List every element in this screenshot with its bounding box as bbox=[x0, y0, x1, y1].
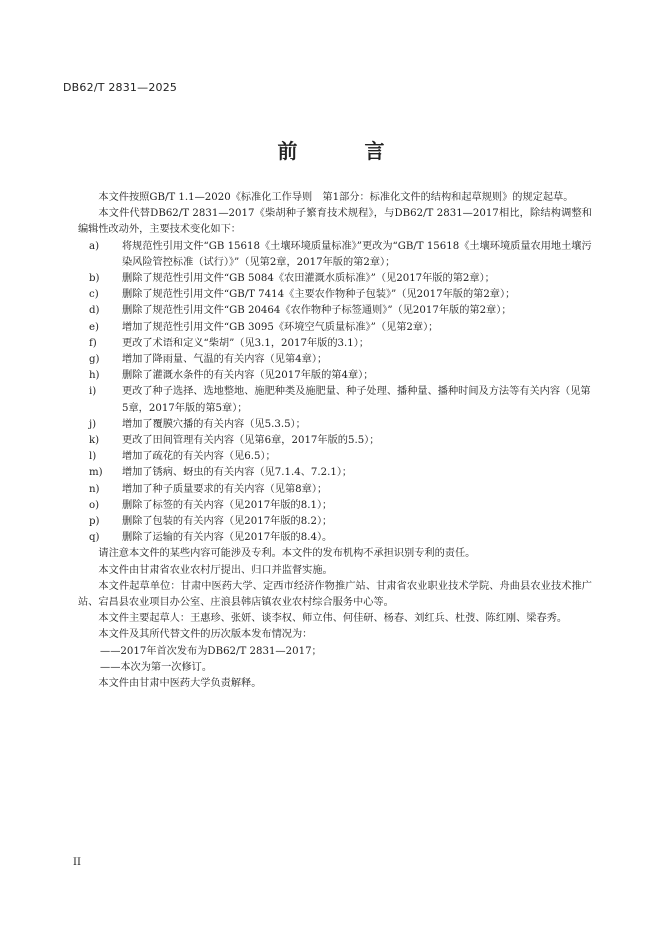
change-item-marker: j) bbox=[89, 418, 97, 430]
change-item-text: 增加了锈病、蚜虫的有关内容（见7.1.4、7.2.1）； bbox=[122, 467, 353, 479]
change-item-marker: f) bbox=[89, 337, 97, 349]
change-item bbox=[78, 417, 592, 433]
change-item-marker: d) bbox=[89, 305, 100, 317]
change-item-marker: k) bbox=[89, 435, 100, 447]
standard-code: DB62/T 2831—2025 bbox=[63, 81, 178, 94]
change-item bbox=[78, 449, 592, 465]
change-item bbox=[78, 482, 592, 498]
change-item bbox=[78, 303, 592, 319]
proposed-by: 本文件由甘肃省农业农村厅提出、归口并监督实施。 bbox=[98, 564, 333, 576]
change-item bbox=[78, 465, 592, 481]
patent-notice: 请注意本文件的某些内容可能涉及专利。本文件的发布机构不承担识别专利的责任。 bbox=[98, 548, 476, 560]
change-item-marker: b) bbox=[89, 273, 100, 285]
history-item: ——2017年首次发布为DB62/T 2831—2017； bbox=[100, 645, 322, 657]
change-item bbox=[78, 368, 592, 384]
change-item-marker: e) bbox=[89, 321, 100, 333]
change-item-text: 删除了标签的有关内容（见2017年版的8.1）； bbox=[122, 499, 333, 511]
change-item-text: 更改了术语和定义“柴胡”（见3.1，2017年版的3.1）； bbox=[122, 337, 370, 349]
change-item-marker: g) bbox=[89, 354, 100, 366]
changes-list bbox=[78, 239, 592, 547]
change-item-text: 增加了种子质量要求的有关内容（见第8章）； bbox=[122, 483, 328, 495]
change-item bbox=[78, 384, 592, 416]
change-item-marker: m) bbox=[89, 467, 103, 479]
foreword-body bbox=[78, 190, 592, 692]
change-item bbox=[78, 433, 592, 449]
drafting-rule-paragraph: 本文件按照GB/T 1.1—2020《标准化工作导则 第1部分：标准化文件的结构和起草规则》的规定起草。 bbox=[98, 192, 574, 203]
change-item bbox=[78, 514, 592, 530]
change-item-marker: i) bbox=[89, 386, 97, 398]
change-item-marker: a) bbox=[89, 240, 100, 252]
change-item-marker: n) bbox=[89, 483, 100, 495]
change-item-text: 增加了覆膜穴播的有关内容（见5.3.5）； bbox=[122, 418, 306, 430]
change-item-text: 删除了规范性引用文件“GB/T 7414《主要农作物种子包装》”（见2017年版的第2章）； bbox=[122, 289, 516, 301]
change-item-marker: q) bbox=[89, 532, 100, 544]
change-item-text: 将规范性引用文件“GB 15618《土壤环境质量标准》”更改为“GB/T 15618《土壤环境质量农用地土壤污染风险管控标准（试行）》”（见第2章，2017年版的第2章）； bbox=[122, 240, 592, 268]
change-item bbox=[78, 287, 592, 303]
change-item-text: 增加了疏花的有关内容（见6.5）； bbox=[122, 451, 276, 463]
page-title: 前 言 bbox=[277, 139, 415, 163]
change-item-text: 删除了灌溉水条件的有关内容（见2017年版的第4章）； bbox=[122, 370, 374, 382]
change-item bbox=[78, 239, 592, 271]
change-item-marker: h) bbox=[89, 370, 100, 382]
main-drafters: 本文件主要起草人：王惠珍、张妍、谈李权、师立伟、何佳研、杨春、刘红兵、杜弢、陈红刚、梁春秀。 bbox=[98, 613, 568, 625]
history-intro: 本文件及其所代替文件的历次版本发布情况为： bbox=[98, 629, 313, 641]
change-item-text: 增加了降雨量、气温的有关内容（见第4章）； bbox=[122, 354, 328, 366]
change-item-text: 增加了规范性引用文件“GB 3095《环境空气质量标准》”（见第2章）； bbox=[122, 321, 439, 333]
change-item bbox=[78, 336, 592, 352]
change-item-text: 删除了运输的有关内容（见2017年版的8.4）。 bbox=[122, 532, 333, 544]
change-item bbox=[78, 352, 592, 368]
change-item bbox=[78, 498, 592, 514]
page-number: II bbox=[73, 857, 81, 868]
change-item-text: 删除了规范性引用文件“GB 5084《农田灌溉水质标准》”（见2017年版的第2章）； bbox=[122, 273, 495, 285]
change-item-text: 删除了包装的有关内容（见2017年版的8.2）； bbox=[122, 516, 333, 528]
change-item-marker: p) bbox=[89, 516, 100, 528]
drafting-units: 本文件起草单位：甘肃中医药大学、定西市经济作物推广站、甘肃省农业职业技术学院、舟曲县农业技术推广站、宕昌县农业项目办公室、庄浪县韩店镇农业农村综合服务中心等。 bbox=[78, 580, 592, 609]
change-item-marker: l) bbox=[89, 451, 97, 463]
change-item-marker: c) bbox=[89, 289, 99, 301]
history-item: ——本次为第一次修订。 bbox=[100, 661, 213, 673]
change-item-text: 更改了种子选择、选地整地、施肥种类及施肥量、种子处理、播种量、播种时间及方法等有关内容（见第5章，2017年版的第5章）； bbox=[122, 386, 591, 414]
change-item-text: 更改了田间管理有关内容（见第6章，2017年版的5.5）； bbox=[122, 435, 380, 447]
change-item bbox=[78, 530, 592, 546]
replacement-paragraph: 本文件代替DB62/T 2831—2017《柴胡种子繁育技术规程》，与DB62/T 2831—2017相比，除结构调整和编辑性改动外，主要技术变化如下： bbox=[78, 208, 592, 236]
change-item bbox=[78, 271, 592, 287]
interpretation-note: 本文件由甘肃中医药大学负责解释。 bbox=[98, 678, 262, 690]
change-item-text: 删除了规范性引用文件“GB 20464《农作物种子标签通则》”（见2017年版的第2章）； bbox=[122, 305, 512, 317]
change-item-marker: o) bbox=[89, 499, 100, 511]
change-item bbox=[78, 320, 592, 336]
